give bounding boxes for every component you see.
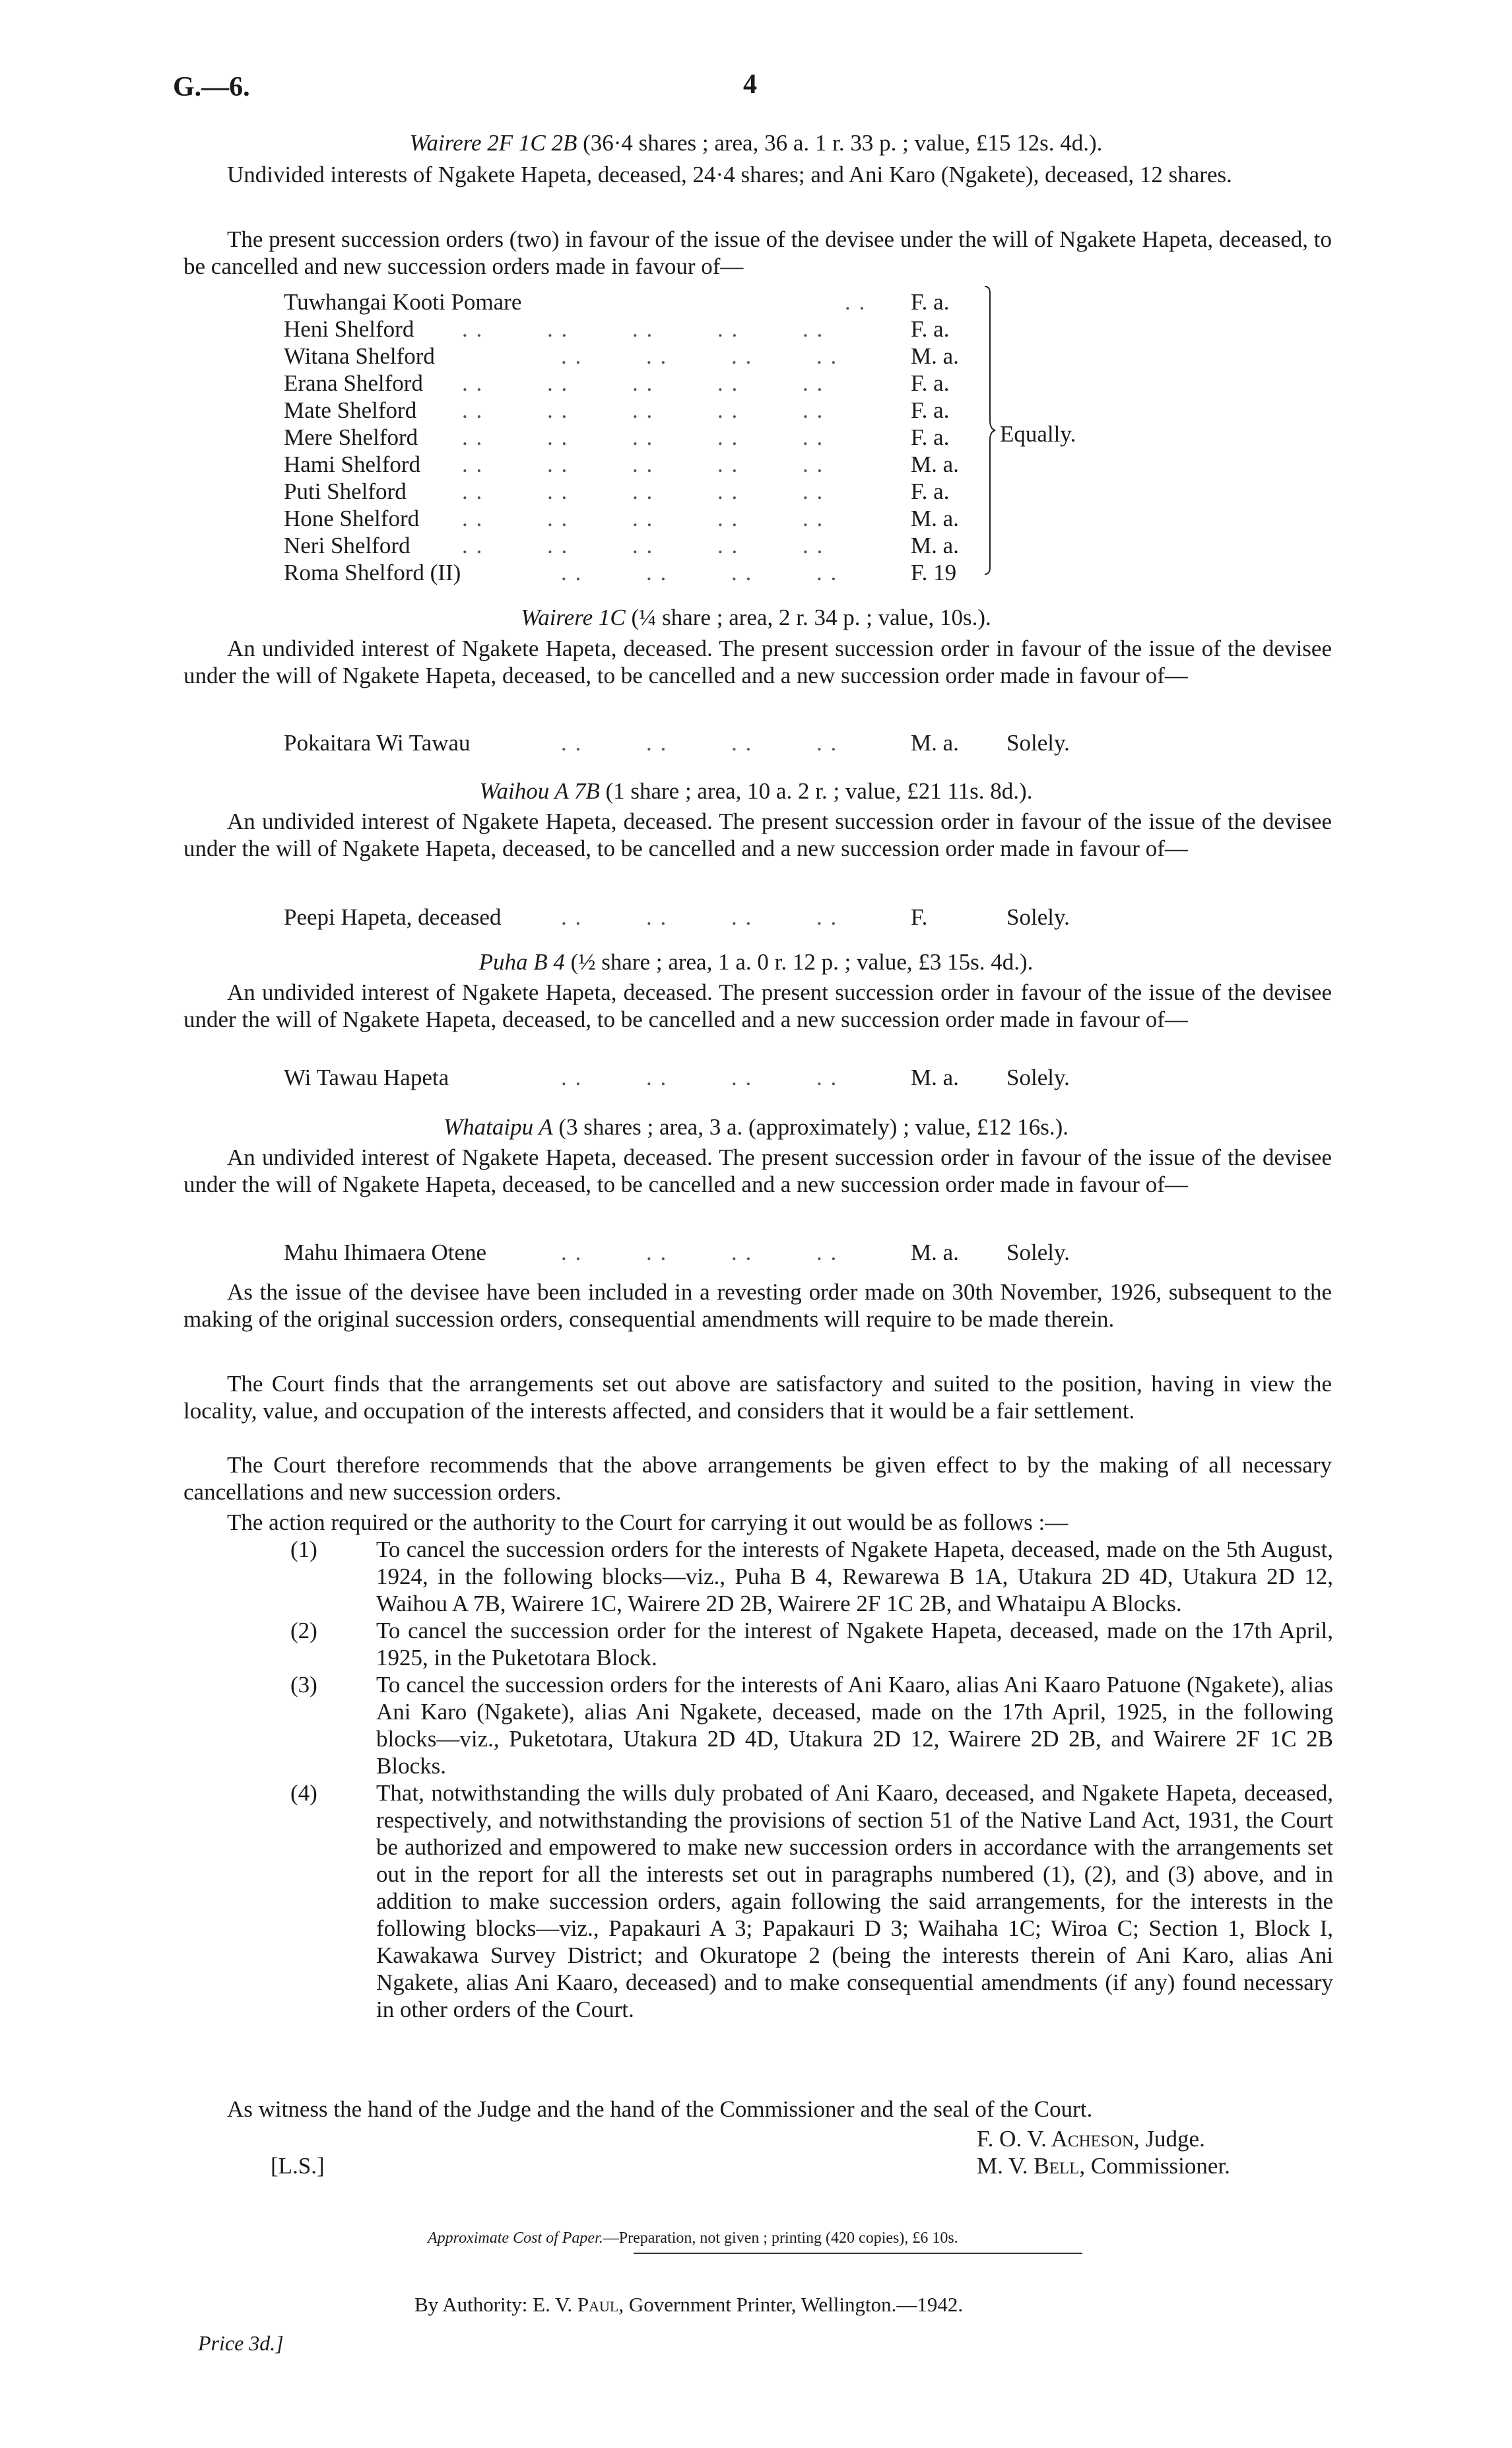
successor-name: Hone Shelford	[284, 506, 420, 531]
action-text: To cancel the succession orders for the interests of Ngakete Hapeta, deceased, made on the 5th August, 1924, in the following blocks—viz., Puha B 4, Rewarewa B 1A, Utakura 2D 4D, Utakura 2D 12, Waihou A 7B, Wairere 1C, Wairere 2D 2B, Wairere 2F 1C 2B, and Whataipu A Blocks.	[376, 1537, 1333, 1616]
document-page: G.—6. 4 Wairere 2F 1C 2B (36·4 shares ; area, 36 a. 1 r. 33 p. ; value, £15 12s. 4d.). Undivided interests of Ngakete Hapeta, deceased, 24·4 shares; and Ani Karo (Ngakete), deceased, 12 shares. The present succession orders (two) in favour of the issue of the devisee under the will of Ngakete Hapeta, deceased, to be cancelled and new succession orders made in favour of— Tuwhangai Kooti Pomare . . F. a. Heni Shelford . . . . . . . . . . F. a. Witana Shelford . . . . . . . . M. a. Erana Shelford . . . . . . . . . . F. a. Mate Shelford . . . . . . . . . . F. a. Mere Shelford . . . . . . . . . . F. a. Hami Shelford . . . . . . . . . . M. a. Puti Shelford . . . . . . . . . . F. a. Hone Shelford . . . . . . . . . . M. a. Neri Shelford . . . . . . . . . . M. a. Roma Shelford (II) . . . . . . . . F. 19 Equally. Wairere 1C (¼ share ; area, 2 r. 34 p. ; value, 10s.). An undivided interest of Ngakete Hapeta, deceased. The present succession order in favour of the issue of the devisee under the will of Ngakete Hapeta, deceased, to be cancelled and a new succession order made in favour of— Pokaitara Wi Tawau . . . . . . . . M. a. Solely. Waihou A 7B (1 share ; area, 10 a. 2 r. ; value, £21 11s. 8d.). An undivided interest of Ngakete Hapeta, deceased. The present succession order in favour of the issue of the devisee under the will of Ngakete Hapeta, deceased, to be cancelled and a new succession order made in favour of— Peepi Hapeta, deceased . . . . . . . . F. Solely. Puha B 4 (½ share ; area, 1 a. 0 r. 12 p. ; value, £3 15s. 4d.). An undivided interest of Ngakete Hapeta, deceased. The present succession order in favour of the issue of the devisee under the will of Ngakete Hapeta, deceased, to be cancelled and a new succession order made in favour of— Wi Tawau Hapeta . . . . . . . . M. a. Solely. Whataipu A (3 shares ; area, 3 a. (approximately) ; value, £12 16s.). An undivided interest of Ngakete Hapeta, deceased. The present succession order in favour of the issue of the devisee under the will of Ngakete Hapeta, deceased, to be cancelled and a new succession order made in favour of— Mahu Ihimaera Otene . . . . . . . . M. a. Solely. As the issue of the devisee have been included in a revesting order made on 30th November, 1926, subsequent to the making of the original succession orders, consequential amendments will require to be made therein. The Court finds that the arrangements set out above are satisfactory and suited to the position, having in view the locality, value, and occupation of the interests affected, and considers that it would be a fair settlement. The Court therefore recommends that the above arrangements be given effect to by the making of all necessary cancellations and new succession orders. The action required or the authority to the Court for carrying it out would be as follows :— (1) To cancel the succession orders for the interests of Ngakete Hapeta, deceased, made on the 5th August, 1924, in the following blocks—viz., Puha B 4, Rewarewa B 1A, Utakura 2D 4D, Utakura 2D 12, Waihou A 7B, Wairere 1C, Wairere 2D 2B, Wairere 2F 1C 2B, and Whataipu A Blocks. (2) To cancel the succession order for the interest of Ngakete Hapeta, deceased, made on the 17th April, 1925, in the Puketotara Block. (3) To cancel the succession orders for the interests of Ani Kaaro, alias Ani Kaaro Patuone (Ngakete), alias Ani Karo (Ngakete), alias Ani Ngakete, deceased, made on the 17th April, 1925, in the following blocks—viz., Puketotara, Utakura 2D 4D, Utakura 2D 12, Wairere 2D 2B, and Wairere 2F 1C 2B Blocks. (4) That, notwithstanding the wills duly probated of Ani Kaaro, deceased, and Ngakete Hapeta, deceased, respectively, and notwithstanding the provisions of section 51 of the Native Land Act, 1931, the Court be authorized and empowered to make new succession orders in accordance with the arrangements set out in the report for all the interests set out in paragraphs numbered (1), (2), and (3) above, and in addition to make succession orders, again following the said arrangements, for the interests in the following blocks—viz., Papakauri A 3; Papakauri D 3; Waihaha 1C; Wiroa C; Section 1, Block I, Kawakawa Survey District; and Okuratope 2 (being the interests therein of Ani Karo, alias Ani Ngakete, alias Ani Kaaro, deceased) and to make consequential amendments (if any) found necessary in other orders of the Court. As witness the hand of the Judge and the hand of the Commissioner and the seal of the Court. F. O. V. Acheson, Judge. [L.S.] M. V. Bell, Commissioner. Approximate Cost of Paper.—Preparation, not given ; printing (420 copies), £6 10s. By Authority: E. V. Paul, Government Printer, Wellington.—1942. Price 3d.]	[0, 0, 1512, 2448]
action-text: To cancel the succession order for the interest of Ngakete Hapeta, deceased, made on the 17th April, 1925, in the Puketotara Block.	[376, 1618, 1333, 1671]
successor-share: Solely.	[1006, 904, 1070, 930]
block-heading	[0, 777, 1512, 805]
successor-sex-age: M. a.	[911, 730, 959, 756]
judge-name: F. O. V. Acheson	[977, 2126, 1134, 2152]
order-paragraph	[183, 808, 1332, 862]
action-number: (4)	[290, 1780, 317, 1806]
order-paragraph	[183, 1144, 1332, 1198]
successor-name: Puti Shelford	[284, 479, 407, 504]
interest-text: Undivided interests of Ngakete Hapeta, deceased, 24·4 shares; and Ani Karo (Ngakete), deceased, 12 shares.	[227, 162, 1232, 187]
block-name: Waihou A 7B	[479, 778, 600, 804]
revesting-paragraph	[183, 1278, 1332, 1333]
commissioner-title: , Commissioner.	[1079, 2153, 1230, 2179]
seal-mark: [L.S.]	[271, 2153, 325, 2179]
divider	[634, 2253, 1082, 2254]
price-note: Price 3d.]	[198, 2331, 284, 2355]
action-item	[290, 1536, 1333, 1617]
interest-statement	[183, 161, 1332, 188]
order-paragraph	[183, 635, 1332, 689]
successor-name: Mate Shelford	[284, 397, 417, 423]
successor-sex-age: F. a.	[911, 424, 950, 450]
successor-name: Wi Tawau Hapeta	[284, 1065, 449, 1090]
finding-text: The Court finds that the arrangements set out above are satisfactory and suited to the position, having in view the locality, value, and occupation of the interests affected, and considers that it would be a fair settlement.	[183, 1371, 1332, 1424]
imprint-prefix: By Authority: E. V.	[414, 2293, 577, 2316]
action-list	[290, 1536, 1333, 2023]
successor-sex-age: F. a.	[911, 397, 950, 423]
judge-title: , Judge.	[1133, 2126, 1205, 2152]
successor-sex-age: F.	[911, 904, 928, 930]
block-details: (½ share ; area, 1 a. 0 r. 12 p. ; value, £3 15s. 4d.).	[564, 949, 1034, 975]
action-item	[290, 1617, 1333, 1671]
order-text: An undivided interest of Ngakete Hapeta, deceased. The present succession order in favour of the issue of the devisee under the will of Ngakete Hapeta, deceased, to be cancelled and a new succession order made in favour of—	[183, 979, 1332, 1032]
action-number: (3)	[290, 1672, 317, 1698]
successor-name: Peepi Hapeta, deceased	[284, 904, 502, 930]
printer-imprint	[414, 2291, 963, 2318]
witness-paragraph	[183, 2096, 1332, 2123]
successor-sex-age: F. a.	[911, 370, 950, 396]
order-text: An undivided interest of Ngakete Hapeta, deceased. The present succession order in favour of the issue of the devisee under the will of Ngakete Hapeta, deceased, to be cancelled and a new succession order made in favour of—	[183, 809, 1332, 861]
action-item	[290, 1671, 1333, 1779]
cost-note	[428, 2225, 958, 2252]
finding-paragraph	[183, 1370, 1332, 1424]
printer-name: Paul	[577, 2293, 619, 2316]
commissioner-signature	[977, 2152, 1230, 2179]
block-heading	[0, 129, 1512, 156]
successor-sex-age: M. a.	[911, 533, 959, 558]
successor-name: Roma Shelford (II)	[284, 560, 461, 585]
successor-name: Neri Shelford	[284, 533, 411, 558]
block-name: Wairere 2F 1C 2B	[409, 130, 577, 156]
action-text: To cancel the succession orders for the interests of Ani Kaaro, alias Ani Kaaro Patuone (Ngakete), alias Ani Karo (Ngakete), alias Ani Ngakete, deceased, made on the 17th April, 1925, in the following blocks—viz., Puketotara, Utakura 2D 4D, Utakura 2D 12, Wairere 2D 2B, and Wairere 2F 1C 2B Blocks.	[376, 1672, 1333, 1779]
witness-text: As witness the hand of the Judge and the hand of the Commissioner and the seal of the Court.	[227, 2096, 1093, 2122]
action-text: That, notwithstanding the wills duly probated of Ani Kaaro, deceased, and Ngakete Hapeta, deceased, respectively, and notwithstanding the provisions of section 51 of the Native Land Act, 1931, the Court be authorized and empowered to make new succession orders in accordance with the arrangements set out in the report for all the interests set out in paragraphs numbered (1), (2), and (3) above, and in addition to make succession orders, again following the said arrangements, for the interests in the following blocks—viz., Papakauri A 3; Papakauri D 3; Waihaha 1C; Wiroa C; Section 1, Block I, Kawakawa Survey District; and Okuratope 2 (being the interests therein of Ani Karo, alias Ani Ngakete, alias Ani Kaaro, deceased) and to make consequential amendments (if any) found necessary in other orders of the Court.	[376, 1780, 1333, 2022]
successor-share: Solely.	[1006, 1065, 1070, 1090]
block-details: (3 shares ; area, 3 a. (approximately) ; value, £12 16s.).	[552, 1114, 1068, 1140]
share-note: Equally.	[1000, 421, 1076, 447]
successor-name: Witana Shelford	[284, 343, 435, 369]
block-heading	[0, 948, 1512, 976]
commissioner-name: M. V. Bell	[977, 2153, 1080, 2179]
successor-name: Heni Shelford	[284, 316, 414, 342]
action-item	[290, 1779, 1333, 2023]
recommendation-paragraph	[183, 1451, 1332, 1505]
successor-sex-age: M. a.	[911, 451, 959, 477]
successor-share: Solely.	[1006, 1240, 1070, 1265]
successor-share: Solely.	[1006, 730, 1070, 756]
block-details: (¼ share ; area, 2 r. 34 p. ; value, 10s.).	[625, 605, 991, 630]
brace-bracket	[983, 285, 997, 576]
action-intro	[183, 1509, 1332, 1536]
document-reference: G.—6.	[173, 72, 250, 102]
successor-sex-age: F. a.	[911, 289, 950, 315]
block-name: Whataipu A	[443, 1114, 553, 1140]
action-number: (2)	[290, 1618, 317, 1643]
successor-name: Pokaitara Wi Tawau	[284, 730, 471, 756]
action-intro-text: The action required or the authority to the Court for carrying it out would be as follows :—	[227, 1509, 1068, 1535]
successor-sex-age: M. a.	[911, 343, 959, 369]
block-details: (36·4 shares ; area, 36 a. 1 r. 33 p. ; value, £15 12s. 4d.).	[577, 130, 1103, 156]
block-heading	[0, 1113, 1512, 1141]
order-text: The present succession orders (two) in favour of the issue of the devisee under the will of Ngakete Hapeta, deceased, to be cancelled and new succession orders made in favour of—	[183, 226, 1332, 279]
block-details: (1 share ; area, 10 a. 2 r. ; value, £21 11s. 8d.).	[599, 778, 1033, 804]
successor-name: Hami Shelford	[284, 451, 421, 477]
successor-sex-age: F. a.	[911, 316, 950, 342]
order-paragraph	[183, 979, 1332, 1033]
order-paragraph	[183, 226, 1332, 280]
successor-name: Mahu Ihimaera Otene	[284, 1240, 487, 1265]
order-text: An undivided interest of Ngakete Hapeta, deceased. The present succession order in favour of the issue of the devisee under the will of Ngakete Hapeta, deceased, to be cancelled and a new succession order made in favour of—	[183, 636, 1332, 688]
revesting-text: As the issue of the devisee have been included in a revesting order made on 30th November, 1926, subsequent to the making of the original succession orders, consequential amendments will require to be made therein.	[183, 1279, 1332, 1332]
successor-name: Mere Shelford	[284, 424, 418, 450]
successor-sex-age: M. a.	[911, 506, 959, 531]
block-name: Wairere 1C	[521, 605, 626, 630]
successor-name: Tuwhangai Kooti Pomare	[284, 289, 522, 315]
order-text: An undivided interest of Ngakete Hapeta, deceased. The present succession order in favour of the issue of the devisee under the will of Ngakete Hapeta, deceased, to be cancelled and a new succession order made in favour of—	[183, 1144, 1332, 1197]
successor-name: Erana Shelford	[284, 370, 423, 396]
successor-sex-age: M. a.	[911, 1240, 959, 1265]
cost-text: —Preparation, not given ; printing (420 copies), £6 10s.	[603, 2230, 958, 2247]
successor-sex-age: F. 19	[911, 560, 957, 585]
imprint-suffix: , Government Printer, Wellington.—1942.	[618, 2293, 964, 2316]
successor-sex-age: F. a.	[911, 479, 950, 504]
page-number: 4	[743, 69, 757, 100]
block-name: Puha B 4	[478, 949, 565, 975]
judge-signature	[977, 2125, 1205, 2152]
successor-sex-age: M. a.	[911, 1065, 959, 1090]
block-heading	[0, 604, 1512, 631]
cost-label: Approximate Cost of Paper.	[428, 2230, 603, 2247]
recommendation-text: The Court therefore recommends that the above arrangements be given effect to by the making of all necessary cancellations and new succession orders.	[183, 1452, 1332, 1505]
action-number: (1)	[290, 1537, 317, 1562]
